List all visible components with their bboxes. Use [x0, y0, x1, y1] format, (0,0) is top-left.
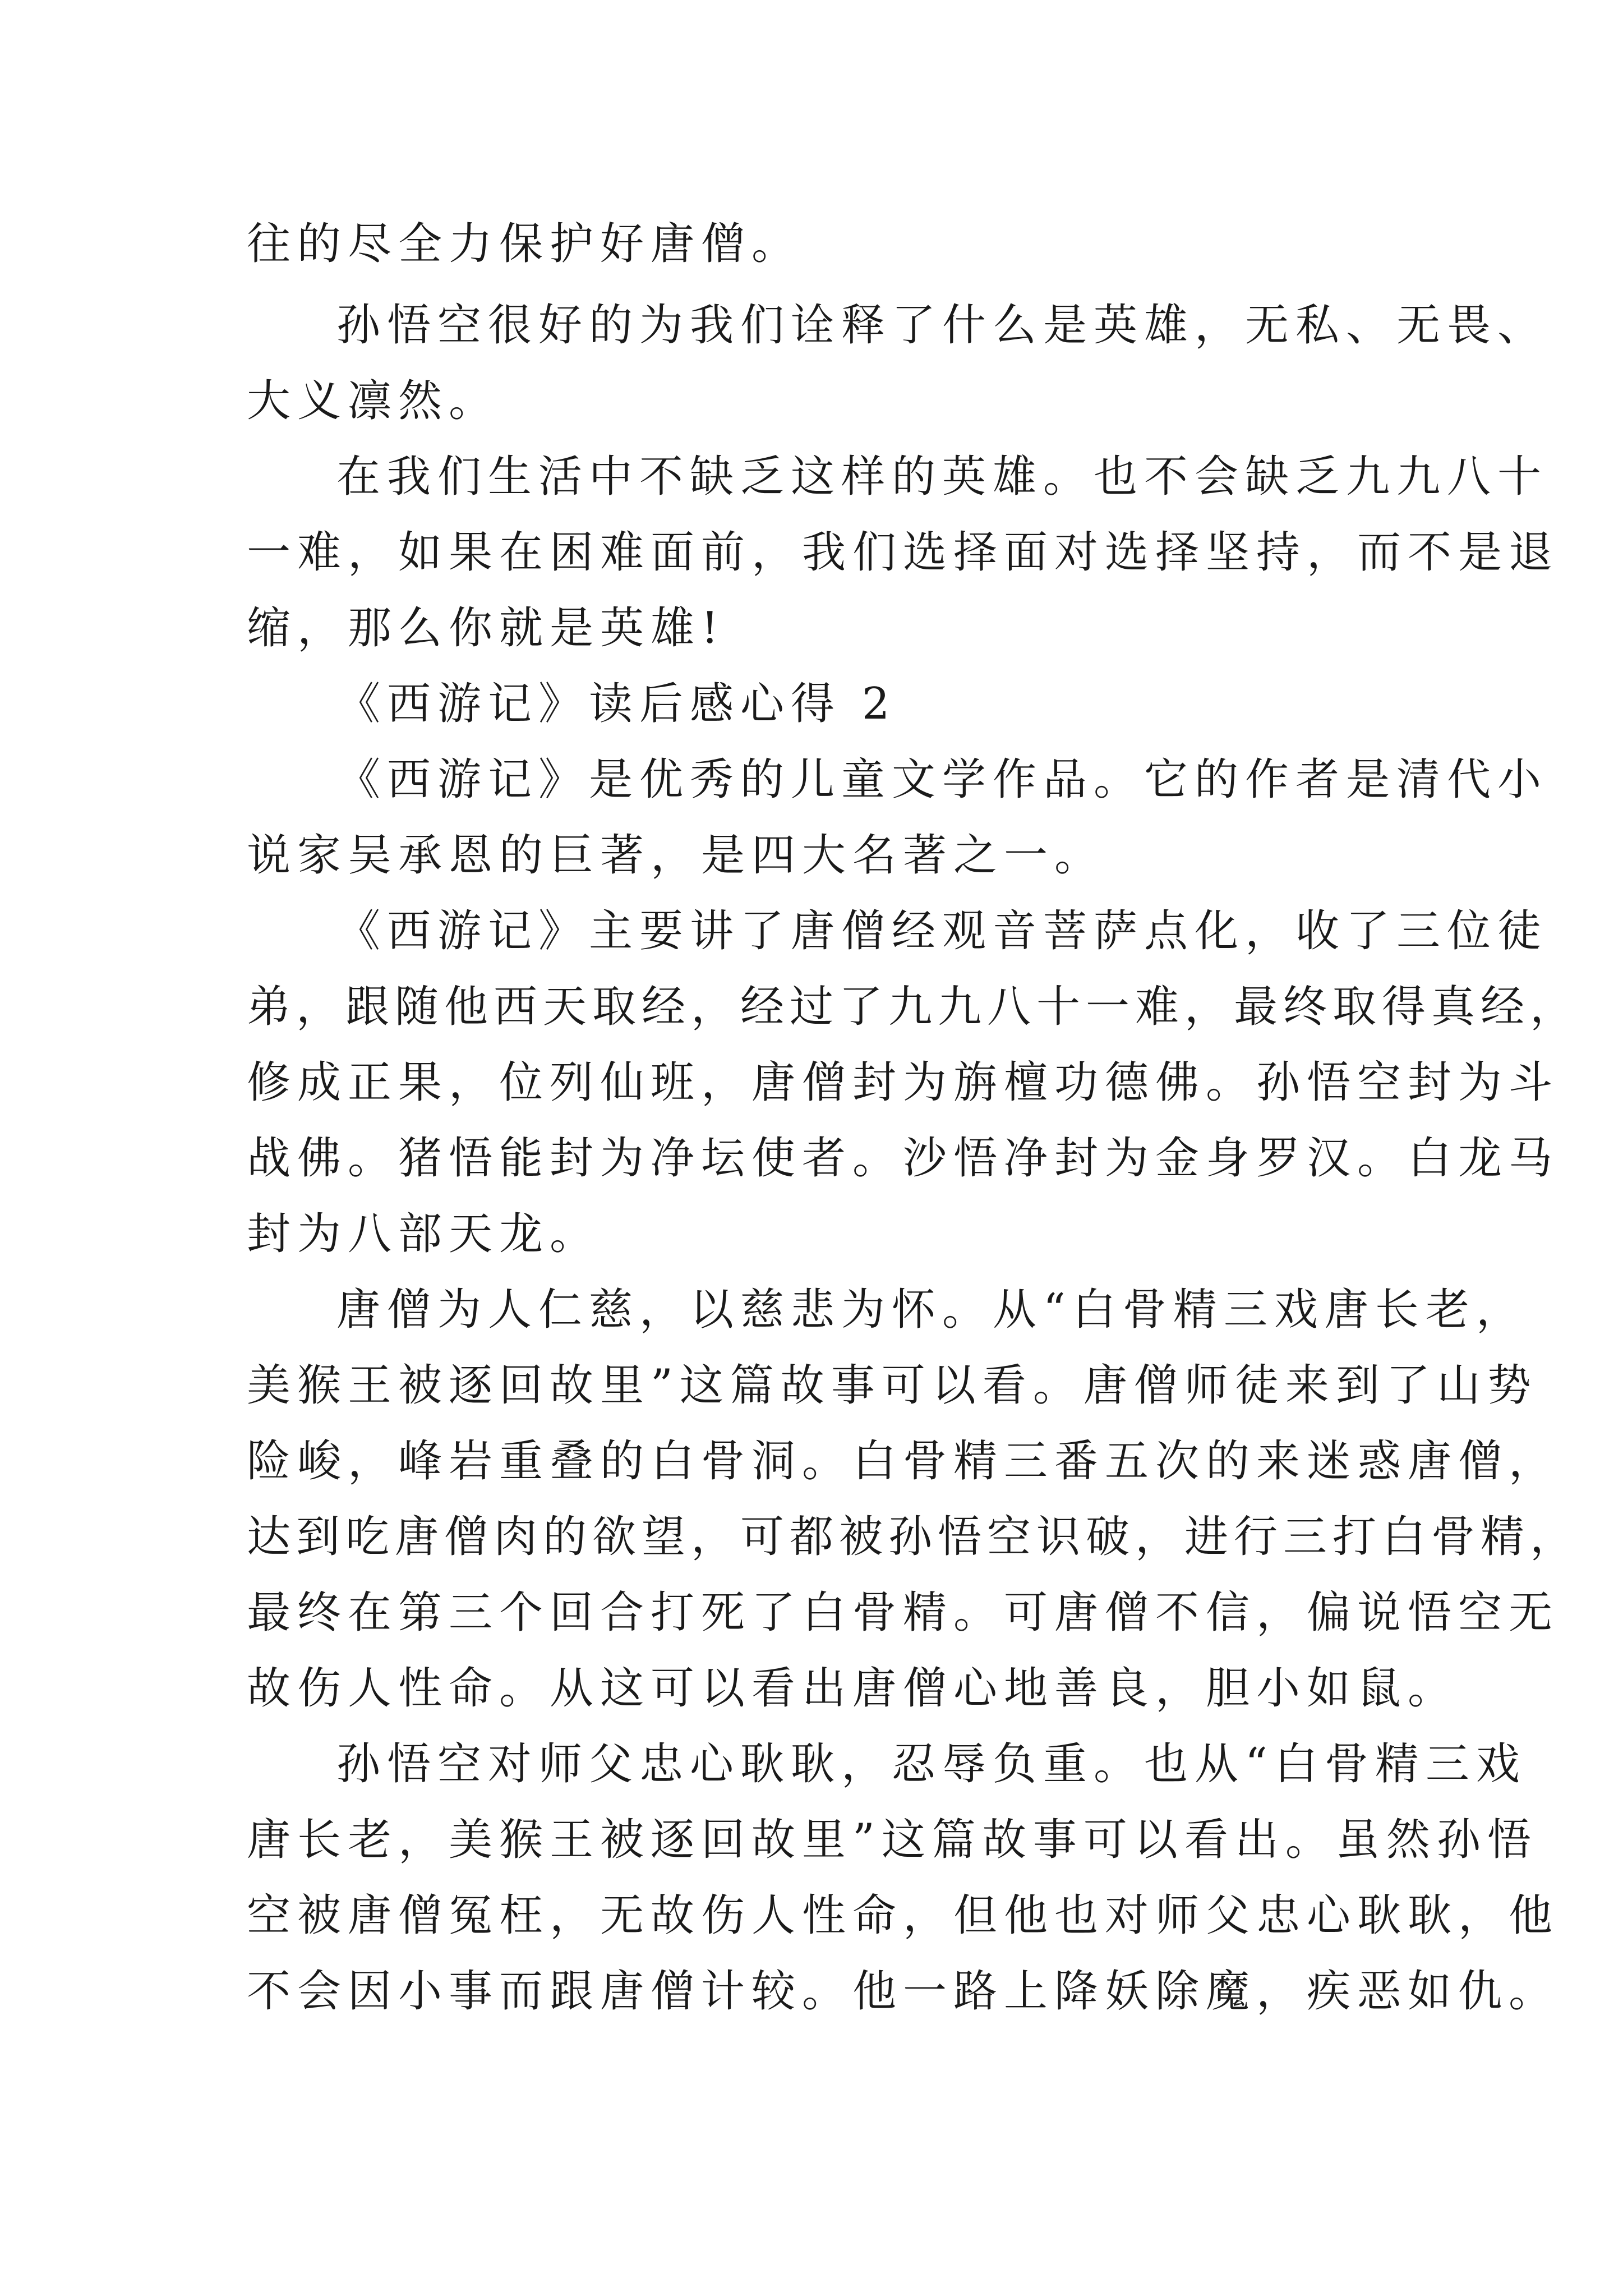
text-line: 《西游记》主要讲了唐僧经观音菩萨点化，收了三位徒 [336, 906, 1548, 956]
text-line: 最终在第三个回合打死了白骨精。可唐僧不信，偏说悟空无 [247, 1588, 1560, 1638]
text-line: 达到吃唐僧肉的欲望，可都被孙悟空识破，进行三打白骨精， [247, 1512, 1580, 1562]
text-line: 在我们生活中不缺乏这样的英雄。也不会缺乏九九八十 [336, 452, 1548, 502]
text-line: 缩，那么你就是英雄! [247, 603, 726, 654]
text-line: 孙悟空很好的为我们诠释了什么是英雄，无私、无畏、 [336, 300, 1548, 351]
text-line: 说家吴承恩的巨著，是四大名著之一。 [247, 830, 1105, 881]
text-line: 唐僧为人仁慈，以慈悲为怀。从“白骨精三戏唐长老， [336, 1285, 1527, 1335]
text-line: 空被唐僧冤枉，无故伤人性命，但他也对师父忠心耿耿，他 [247, 1890, 1560, 1941]
text-line: 修成正果，位列仙班，唐僧封为旃檀功德佛。孙悟空封为斗 [247, 1057, 1560, 1108]
text-line: 故伤人性命。从这可以看出唐僧心地善良，胆小如鼠。 [247, 1663, 1459, 1714]
text-line: 往的尽全力保护好唐僧。 [247, 219, 803, 269]
text-line: 大义凛然。 [247, 376, 500, 426]
text-line: 唐长老，美猴王被逐回故里”这篇故事可以看出。虽然孙悟 [247, 1815, 1538, 1865]
text-line: 美猴王被逐回故里”这篇故事可以看。唐僧师徒来到了山势 [247, 1360, 1538, 1411]
text-line: 孙悟空对师父忠心耿耿，忍辱负重。也从“白骨精三戏 [336, 1739, 1527, 1789]
text-line: 不会因小事而跟唐僧计较。他一路上降妖除魔，疾恶如仇。 [247, 1966, 1560, 2017]
text-line: 险峻，峰岩重叠的白骨洞。白骨精三番五次的来迷惑唐僧， [247, 1436, 1560, 1487]
text-line: 弟，跟随他西天取经，经过了九九八十一难，最终取得真经， [247, 982, 1580, 1032]
section-heading: 《西游记》读后感心得 2 [336, 679, 897, 729]
text-line: 战佛。猪悟能封为净坛使者。沙悟净封为金身罗汉。白龙马 [247, 1133, 1560, 1184]
text-line: 封为八部天龙。 [247, 1209, 601, 1259]
text-line: 一难，如果在困难面前，我们选择面对选择坚持，而不是退 [247, 527, 1560, 578]
text-line: 《西游记》是优秀的儿童文学作品。它的作者是清代小 [336, 754, 1548, 805]
